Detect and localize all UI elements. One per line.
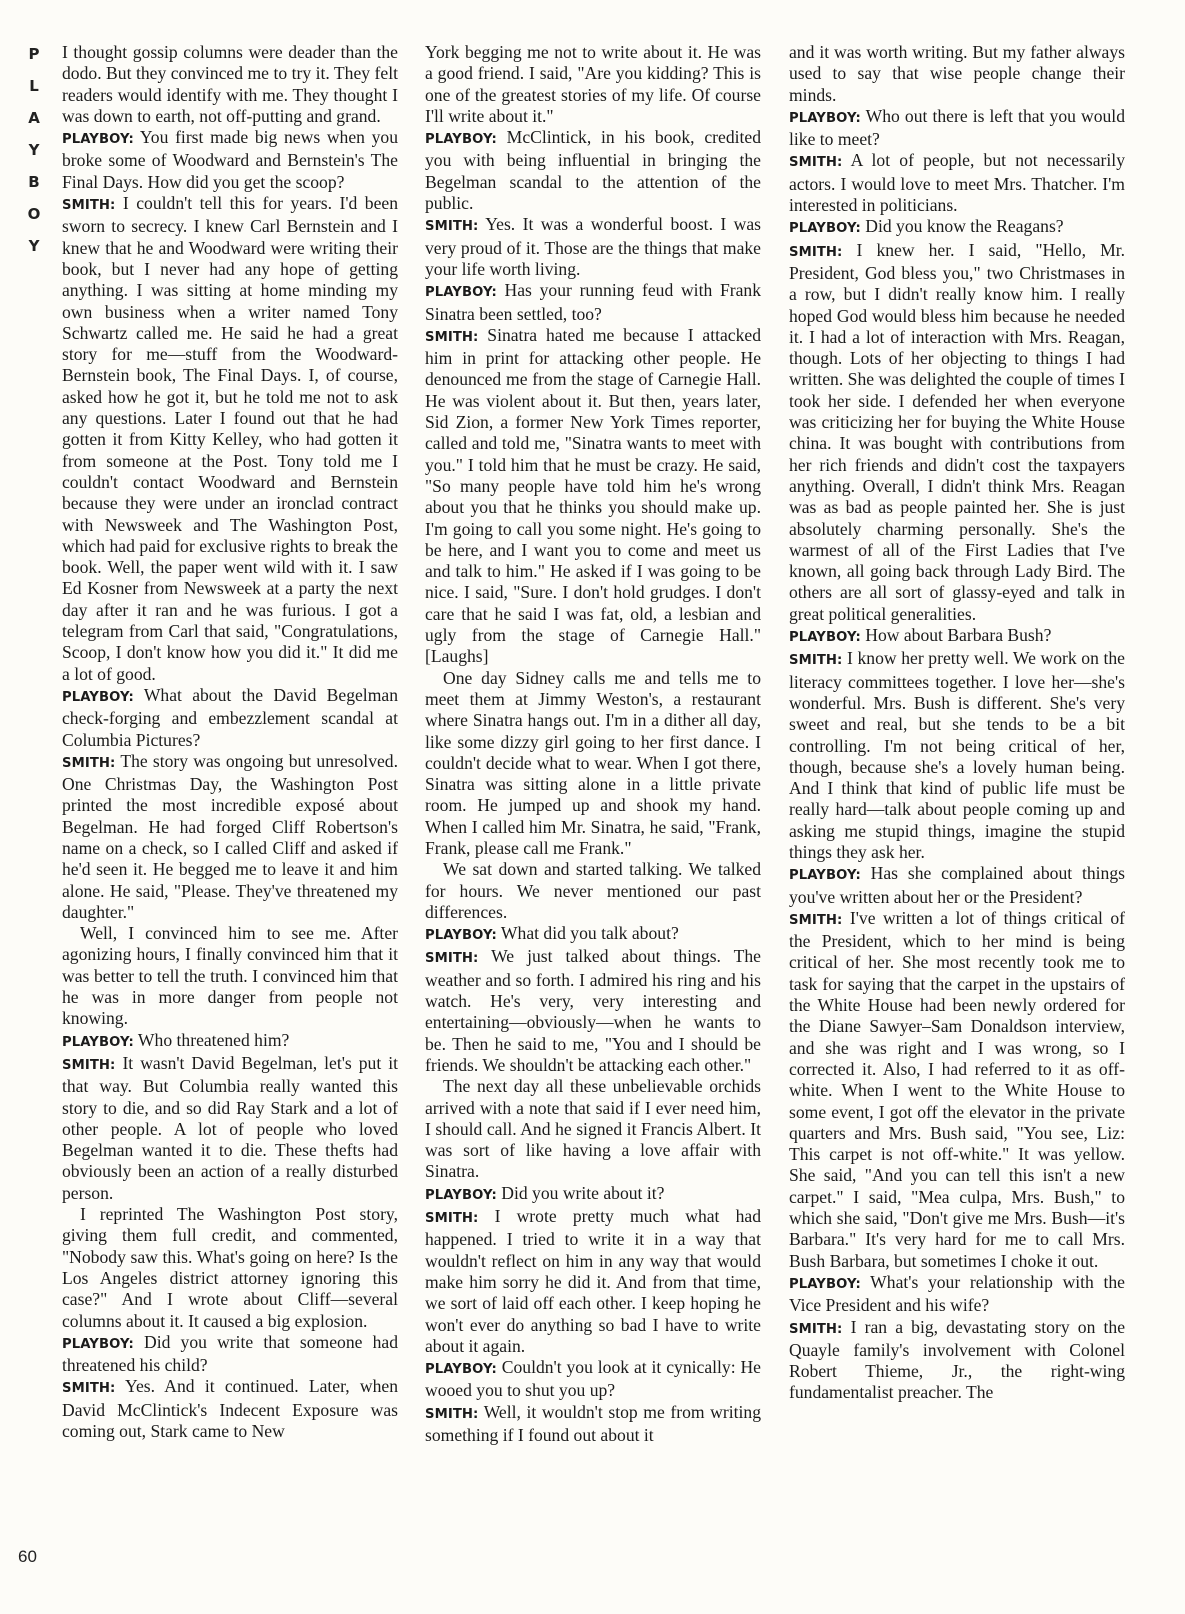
- interview-paragraph: [62, 193, 398, 685]
- paragraph-text: Who threatened him?: [137, 1029, 290, 1050]
- speaker-label: SMITH:: [425, 951, 479, 967]
- paragraph-text: Did you write about it?: [501, 1182, 665, 1203]
- speaker-label: SMITH:: [62, 1057, 116, 1073]
- paragraph-text: Has your running feud with Frank Sinatra been settled, too?: [425, 280, 762, 324]
- speaker-label: SMITH:: [425, 1211, 479, 1227]
- paragraph-text: The next day all these unbelievable orchids arrived with a note that said if I ever need him, I should call. And he signed it Francis Albert. It was sort of like having a love affair with Sinatra.: [425, 1076, 761, 1182]
- paragraph-text: Yes. It was a wonderful boost. I was very proud of it. Those are the things that make your life worth living.: [425, 214, 762, 279]
- paragraph-text: Did you know the Reagans?: [865, 216, 1064, 237]
- interview-paragraph: [425, 42, 761, 127]
- interview-paragraph: [789, 150, 1125, 216]
- speaker-label: PLAYBOY:: [62, 689, 134, 705]
- interview-paragraph: [789, 216, 1125, 239]
- interview-paragraph: [62, 42, 398, 127]
- interview-paragraph: [789, 240, 1125, 625]
- article-column-3: [789, 42, 1125, 1404]
- speaker-label: SMITH:: [62, 198, 116, 214]
- interview-paragraph: [425, 280, 761, 325]
- speaker-label: SMITH:: [62, 755, 116, 771]
- interview-paragraph: [62, 1030, 398, 1053]
- interview-paragraph: [62, 1053, 398, 1204]
- interview-paragraph: [425, 325, 761, 668]
- interview-paragraph: [789, 1272, 1125, 1317]
- page-number: 60: [18, 1547, 37, 1566]
- paragraph-text: The story was ongoing but unresolved. One Christmas Day, the Washington Post printed the most incredible exposé about Begelman. He had forged Cliff Robertson's name on a check, so I called Cliff and asked if he'd seen it. He begged me to leave it and him alone. He said, "Please. They've threatened my daughter.": [62, 750, 398, 922]
- speaker-label: SMITH:: [789, 912, 843, 928]
- paragraph-text: McClintick, in his book, credited you with being influential in bringing the Begelman scandal to the attention of the public.: [425, 127, 762, 214]
- interview-paragraph: [789, 625, 1125, 648]
- paragraph-text: I know her pretty well. We work on the literacy committees together. I love her—she's wonderful. Mrs. Bush is different. She's very sweet and real, but she tends to be a bit controlling. I'm not being critical of her, though, because she's a lovely human being. And I think that kind of public life must be really hard—talk about people coming up and asking me stupid things, imagine the stupid things they ask her.: [789, 648, 1125, 862]
- speaker-label: PLAYBOY:: [789, 868, 861, 884]
- interview-paragraph: [789, 863, 1125, 908]
- speaker-label: PLAYBOY:: [425, 1362, 497, 1378]
- interview-paragraph: [789, 908, 1125, 1272]
- interview-paragraph: [425, 1076, 761, 1182]
- speaker-label: SMITH:: [789, 155, 843, 171]
- speaker-label: PLAYBOY:: [789, 110, 861, 126]
- interview-paragraph: [789, 106, 1125, 151]
- speaker-label: PLAYBOY:: [425, 1187, 497, 1203]
- paragraph-text: I reprinted The Washington Post story, giving them full credit, and commented, "Nobody saw this. What's going on here? Is the Los Angeles district attorney ignoring this case?" And I wrote about Cliff—several columns about it. It caused a big explosion.: [62, 1204, 398, 1331]
- article-column-1: [62, 42, 398, 1442]
- interview-paragraph: [789, 1317, 1125, 1404]
- interview-paragraph: [62, 127, 398, 193]
- masthead-letter: Y: [28, 141, 40, 159]
- speaker-label: PLAYBOY:: [425, 928, 497, 944]
- paragraph-text: I couldn't tell this for years. I'd been sworn to secrecy. I knew Carl Bernstein and I knew that he and Woodward were writing their book, but I never had any hope of getting anything. I was sitting at home minding my own business when a writer named Tony Schwartz called me. He said he had a great story for me—stuff from the Woodward-Bernstein book, The Final Days. I, of course, asked how he got it, but he told me not to ask any questions. Later I found out that he had gotten it from Kitty Kelley, who had gotten it from someone at the Post. Tony told me I couldn't contact Woodward and Bernstein because they were under an ironclad contract with Newsweek and The Washington Post, which had paid for exclusive rights to break the book. Well, the paper went wild with it. I saw Ed Kosner from Newsweek at a party the next day after it ran and he was furious. I got a telegram from Carl that said, "Congratulations, Scoop, I don't know how you did it." It did me a lot of good.: [62, 193, 398, 684]
- interview-paragraph: [789, 42, 1125, 106]
- masthead-letter: P: [28, 45, 40, 63]
- masthead-letter: Y: [28, 237, 40, 255]
- interview-paragraph: [62, 1204, 398, 1332]
- interview-paragraph: [425, 1183, 761, 1206]
- paragraph-text: I wrote pretty much what had happened. I tried to write it in a way that wouldn't reflect on him in any way that would make him sorry he did it. And from that time, we sort of laid off each other. I keep hoping he won't ever do anything so bad I have to write about it again.: [425, 1206, 761, 1356]
- interview-paragraph: [789, 648, 1125, 863]
- paragraph-text: What did you talk about?: [500, 923, 679, 944]
- paragraph-text: We sat down and started talking. We talked for hours. We never mentioned our past differences.: [425, 859, 761, 922]
- interview-paragraph: [425, 1402, 761, 1447]
- interview-paragraph: [62, 923, 398, 1029]
- paragraph-text: A lot of people, but not necessarily actors. I would love to meet Mrs. Thatcher. I'm interested in politicians.: [789, 150, 1125, 216]
- paragraph-text: I knew her. I said, "Hello, Mr. President, God bless you," two Christmases in a row, but I didn't really know him. I really hoped God would bless him because he needed it. I had a lot of interaction with Mrs. Reagan, though. Lots of her objecting to things I had written. She was delighted the couple of times I took her side. I defended her when everyone was criticizing her for buying the White House china. It was bought with contributions from her rich friends and didn't cost the taxpayers anything. Overall, I didn't think Mrs. Reagan was as bad as people painted her. She is just absolutely charming personally. She's the warmest of all of the First Ladies that I've known, all going back through Lady Bird. The others are all sort of glassy-eyed and talk in great political generalities.: [789, 239, 1125, 624]
- playboy-masthead: [14, 38, 54, 262]
- speaker-label: PLAYBOY:: [62, 1034, 134, 1050]
- speaker-label: PLAYBOY:: [789, 630, 861, 646]
- speaker-label: PLAYBOY:: [425, 285, 497, 301]
- paragraph-text: York begging me not to write about it. He was a good friend. I said, "Are you kidding? This is one of the greatest stories of my life. Of course I'll write about it.": [425, 42, 761, 126]
- masthead-letter: O: [27, 205, 41, 223]
- interview-paragraph: [425, 214, 761, 280]
- interview-paragraph: [425, 859, 761, 923]
- paragraph-text: Couldn't you look at it cynically: He wooed you to shut you up?: [425, 1357, 761, 1401]
- paragraph-text: Sinatra hated me because I attacked him in print for attacking other people. He denounced me from the stage of Carnegie Hall. He was violent about it. But then, years later, Sid Zion, a former New York Times reporter, called and told me, "Sinatra wants to meet with you." I told him that he must be crazy. He said, "So many people have told him he's wrong about you that he thinks you should make up. I'm going to call you some night. He's going to be here, and I want you to come and meet us and talk to him." He asked if I was going to be nice. I said, "Sure. I don't hold grudges. I don't care that he said I was fat, old, a lesbian and ugly from the stage of Carnegie Hall." [Laughs]: [425, 324, 762, 667]
- paragraph-text: It wasn't David Begelman, let's put it that way. But Columbia really wanted this story to die, and so did Ray Stark and a lot of other people. A lot of people who loved Begelman wanted it to die. These thefts had obviously been an action of a really disturbed person.: [62, 1052, 399, 1203]
- paragraph-text: Yes. And it continued. Later, when David McClintick's Indecent Exposure was coming out, Stark came to New: [62, 1376, 398, 1441]
- interview-paragraph: [62, 1332, 398, 1377]
- paragraph-text: Well, I convinced him to see me. After agonizing hours, I finally convinced him that it was better to tell the truth. I convinced him that he was in more danger from people not knowing.: [62, 923, 398, 1029]
- speaker-label: PLAYBOY:: [62, 132, 134, 148]
- interview-paragraph: [425, 923, 761, 946]
- paragraph-text: How about Barbara Bush?: [865, 625, 1052, 646]
- paragraph-text: I ran a big, devastating story on the Quayle family's involvement with Colonel Robert Thieme, Jr., the right-wing fundamentalist preacher. The: [789, 1316, 1126, 1403]
- paragraph-text: I thought gossip columns were deader than the dodo. But they convinced me to try it. They felt readers would identify with me. They thought I was down to earth, not off-putting and grand.: [62, 42, 398, 126]
- article-column-2: [425, 42, 761, 1446]
- speaker-label: SMITH:: [789, 1321, 843, 1337]
- speaker-label: SMITH:: [789, 244, 843, 260]
- paragraph-text: Has she complained about things you've written about her or the President?: [789, 863, 1125, 907]
- paragraph-text: One day Sidney calls me and tells me to meet them at Jimmy Weston's, a restaurant where Sinatra hangs out. I'm in a dither all day, like some dizzy girl going to her first dance. I couldn't decide what to wear. When I got there, Sinatra was sitting alone in a little private room. He jumped up and shook my hand. When I called him Mr. Sinatra, he said, "Frank, Frank, please call me Frank.": [425, 667, 761, 858]
- paragraph-text: What about the David Begelman check-forging and embezzlement scandal at Columbia Pictures?: [62, 684, 398, 750]
- interview-paragraph: [62, 1376, 398, 1442]
- paragraph-text: I've written a lot of things critical of the President, which to her mind is being critical of her. She most recently took me to task for saying that the carpet in the upstairs of the White House had been newly ordered for the Diane Sawyer–Sam Donaldson interview, and she was right and I was wrong, so I corrected it. Also, I had referred to it as off-white. When I went to the White House to some event, I got off the elevator in the private quarters and Mrs. Bush said, "You see, Liz: This carpet is not off-white." It was yellow. She said, "And you can tell this isn't a new carpet." I said, "Mea culpa, Mrs. Bush," to which she said, "Don't give me Mrs. Bush—it's Barbara." It's very hard for me to call Mrs. Bush Barbara, but sometimes I choke it out.: [789, 907, 1125, 1271]
- masthead-letter: B: [28, 173, 40, 191]
- speaker-label: PLAYBOY:: [789, 221, 861, 237]
- speaker-label: SMITH:: [789, 653, 843, 669]
- speaker-label: SMITH:: [62, 1381, 116, 1397]
- interview-paragraph: [425, 668, 761, 860]
- paragraph-text: Who out there is left that you would like to meet?: [789, 105, 1125, 150]
- interview-paragraph: [62, 751, 398, 923]
- speaker-label: PLAYBOY:: [789, 1276, 861, 1292]
- paragraph-text: You first made big news when you broke some of Woodward and Bernstein's The Final Days. How did you get the scoop?: [62, 127, 399, 192]
- interview-paragraph: [425, 1206, 761, 1357]
- paragraph-text: Did you write that someone had threatened his child?: [62, 1331, 398, 1376]
- speaker-label: SMITH:: [425, 329, 479, 345]
- speaker-label: PLAYBOY:: [425, 132, 497, 148]
- speaker-label: SMITH:: [425, 1406, 479, 1422]
- paragraph-text: We just talked about things. The weather and so forth. I admired his ring and his watch. He's very, very interesting and entertaining—obviously—when he wants to be. Then he said to me, "You and I should be friends. We shouldn't be attacking each other.": [425, 946, 761, 1075]
- speaker-label: SMITH:: [425, 219, 479, 235]
- paragraph-text: Well, it wouldn't stop me from writing something if I found out about it: [425, 1401, 761, 1445]
- interview-paragraph: [62, 685, 398, 751]
- interview-paragraph: [425, 1357, 761, 1402]
- masthead-letter: A: [28, 109, 40, 127]
- speaker-label: PLAYBOY:: [62, 1336, 134, 1352]
- masthead-letter: L: [29, 77, 39, 95]
- interview-paragraph: [425, 946, 761, 1076]
- paragraph-text: What's your relationship with the Vice President and his wife?: [789, 1271, 1125, 1316]
- paragraph-text: and it was worth writing. But my father always used to say that wise people change their minds.: [789, 42, 1125, 105]
- interview-paragraph: [425, 127, 761, 214]
